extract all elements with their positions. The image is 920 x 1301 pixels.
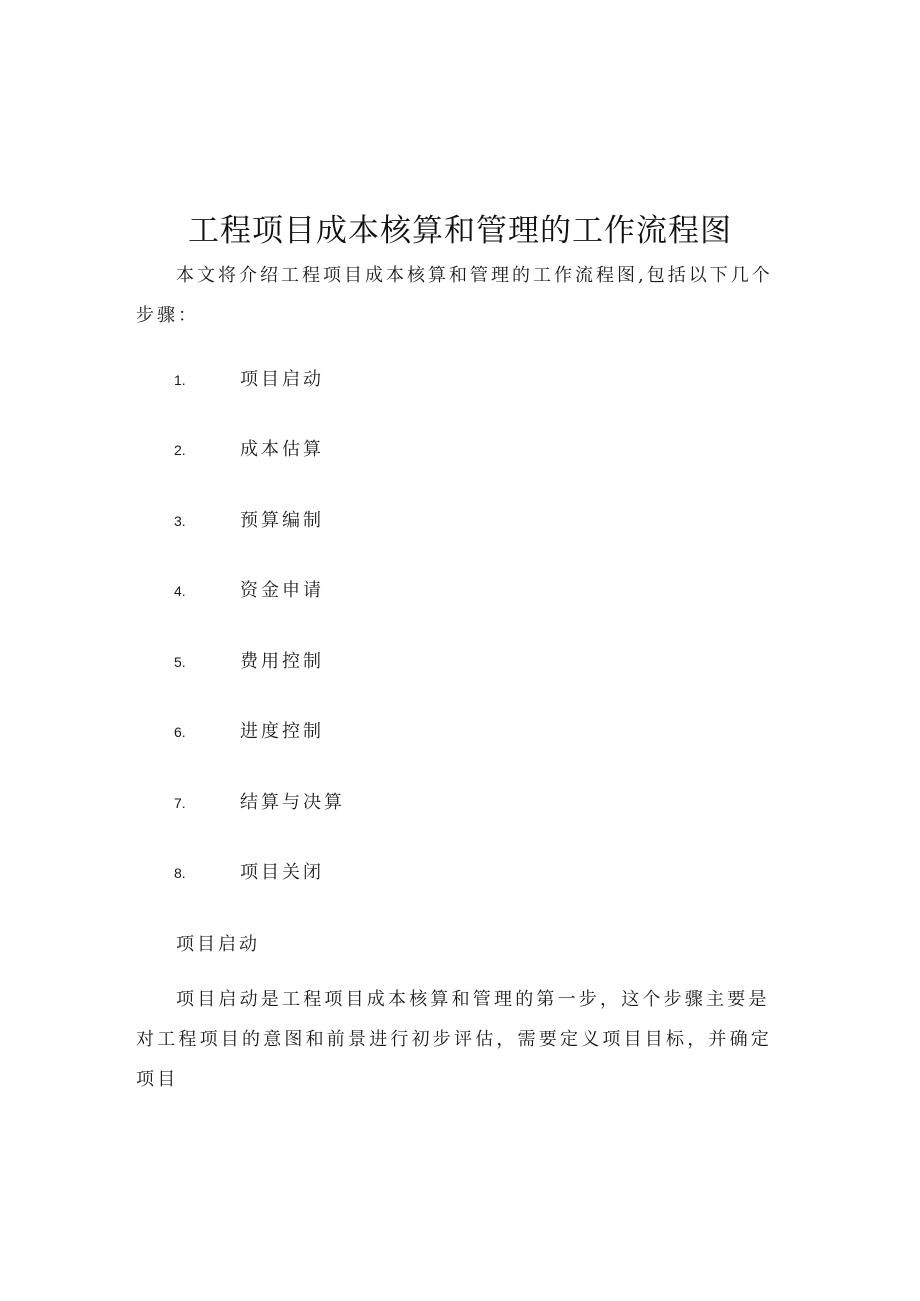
- step-label: 项目关闭: [240, 862, 324, 883]
- step-number: 6.: [174, 724, 186, 740]
- list-item: [0, 789, 920, 819]
- step-label: 成本估算: [240, 439, 324, 460]
- section-body-paragraph: 项目启动是工程项目成本核算和管理的第一步，这个步骤主要是对工程项目的意图和前景进行初步评估，需要定义项目目标，并确定项目: [136, 989, 772, 1090]
- list-item: [0, 577, 920, 607]
- step-number: 2.: [174, 442, 186, 458]
- step-number: 4.: [174, 583, 186, 599]
- step-number: 7.: [174, 795, 186, 811]
- document-title: 工程项目成本核算和管理的工作流程图: [188, 213, 732, 249]
- list-item: [0, 436, 920, 466]
- list-item: [0, 859, 920, 889]
- intro-paragraph: 本文将介绍工程项目成本核算和管理的工作流程图,包括以下几个步骤：: [136, 265, 773, 326]
- step-label: 资金申请: [240, 580, 324, 601]
- list-item: [0, 507, 920, 537]
- list-item: [0, 648, 920, 678]
- step-number: 3.: [174, 513, 186, 529]
- step-number: 8.: [174, 865, 186, 881]
- step-number: 1.: [174, 372, 186, 388]
- step-label: 预算编制: [240, 510, 324, 531]
- step-label: 结算与决算: [240, 792, 345, 813]
- step-number: 5.: [174, 654, 186, 670]
- step-label: 项目启动: [240, 369, 324, 390]
- step-label: 进度控制: [240, 721, 324, 742]
- list-item: [0, 718, 920, 748]
- list-item: [0, 366, 920, 396]
- step-label: 费用控制: [240, 651, 324, 672]
- section-heading: 项目启动: [176, 934, 260, 955]
